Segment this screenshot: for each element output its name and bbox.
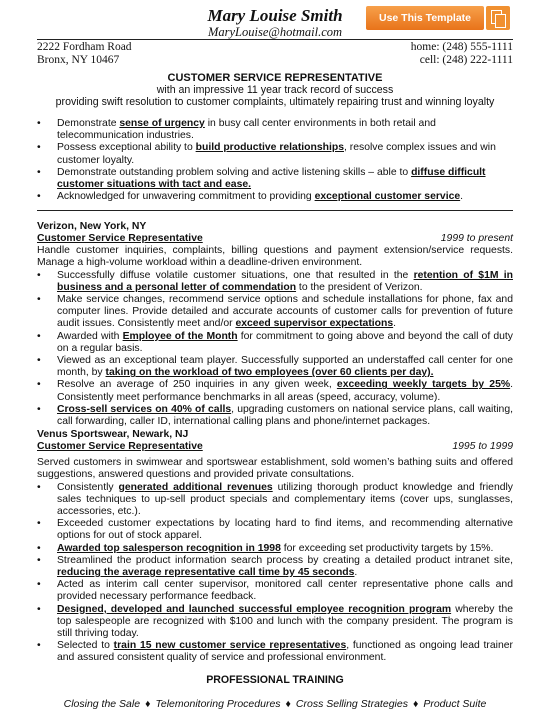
training-item: Closing the Sale — [63, 698, 141, 710]
bullet-text: Resolve an average of 250 inquiries in any given week, — [57, 379, 337, 391]
candidate-email: MaryLouise@hotmail.com — [207, 25, 343, 39]
bullet-text: Demonstrate outstanding problem solving and active listening skills – able to — [57, 166, 412, 178]
bullet-text: , upgrading customers on national service plans, call waiting, call forwarding, caller ID, international calling plans and phone/internet packages. — [57, 403, 513, 428]
objective-title: CUSTOMER SERVICE REPRESENTATIVE — [167, 72, 383, 84]
highlighted-achievement: reducing the average representative call time by 45 seconds — [57, 567, 355, 579]
training-list — [0, 698, 550, 710]
job-role — [37, 441, 513, 453]
job-verizon — [37, 221, 513, 428]
summary-list — [37, 118, 513, 203]
address-line-1: 2222 Fordham Road — [37, 41, 132, 53]
bullet-text: . — [460, 191, 464, 203]
bullet-text: Possess exceptional ability to — [57, 142, 196, 154]
highlighted-achievement: sense of urgency — [119, 118, 205, 129]
bullet-text: Make service changes, recommend service options and schedule installations for phone, fax and computer lines. Provide detailed and accurate accounts of customer calls for prevention of future audit issues. Consistently meet and/or — [57, 294, 513, 330]
bullet-item — [37, 640, 513, 664]
highlighted-achievement: exceed supervisor expectations — [235, 318, 394, 330]
bullet-text: Viewed as an exceptional team player. Successfully supported an understaffed call center for one month, by — [57, 355, 513, 379]
diamond-separator-icon: ♦ — [145, 698, 151, 710]
bullet-item — [37, 604, 513, 641]
bullet-text: Demonstrate — [57, 118, 120, 129]
bullet-item — [37, 555, 513, 579]
job-role — [37, 233, 513, 245]
job-venus — [37, 429, 513, 665]
bullet-item — [37, 270, 513, 294]
candidate-name: Mary Louise Smith — [207, 6, 343, 25]
employer: Verizon, New York, NY — [37, 221, 147, 232]
training-title: PROFESSIONAL TRAINING — [206, 674, 344, 686]
phone-cell: cell: (248) 222-1111 — [419, 53, 513, 66]
bullet-text: for exceeding set productivity targets by 15%. — [280, 542, 494, 554]
bullet-text: to the president of Verizon. — [296, 281, 423, 293]
bullet-item — [37, 482, 513, 519]
highlighted-achievement: taking on the workload of two employees (over 60 clients per day). — [105, 367, 434, 379]
phone-home: home: (248) 555-1111 — [410, 41, 513, 53]
bullet-text: Consistently — [57, 481, 119, 493]
bullet-text: . — [393, 318, 397, 330]
highlighted-achievement: train 15 new customer service representatives — [113, 640, 347, 652]
job-intro: Served customers in swimwear and sportswear establishment, sold women’s bathing suits and offered suggestions, answered questions and provided private consultations. — [37, 457, 513, 481]
objective-line-1: with an impressive 11 year track record of success — [156, 84, 394, 96]
job-title: Customer Service Representative — [37, 441, 203, 453]
diamond-separator-icon: ♦ — [285, 698, 291, 710]
highlighted-achievement: Cross-sell services on 40% of calls — [57, 403, 232, 415]
bullet-text: Acknowledged for unwavering commitment to providing — [57, 191, 315, 203]
bullet-item — [37, 543, 513, 555]
highlighted-achievement: Designed, developed and launched successful employee recognition program — [57, 603, 452, 615]
highlighted-achievement: build productive relationships — [195, 142, 344, 154]
bullet-item — [37, 518, 513, 542]
training-item: Telemonitoring Procedures — [155, 698, 281, 710]
training-item: Cross Selling Strategies — [295, 698, 408, 710]
job-title: Customer Service Representative — [37, 233, 203, 245]
job-bullets — [37, 482, 513, 665]
section-divider — [37, 210, 513, 211]
bullet-text: utilizing thorough product knowledge and friendly sales techniques to up-sell product specials and complementary items (cover ups, sunglasses, accessories, etc.). — [57, 481, 514, 518]
summary-section — [37, 118, 513, 203]
job-dates: 1999 to present — [440, 233, 513, 245]
bullet-item — [37, 118, 513, 142]
bullet-text: Awarded with — [57, 330, 123, 342]
objective-section — [37, 72, 513, 108]
bullet-text: , functioned as ongoing lead trainer and assured consistent quality of service and professional environment. — [57, 640, 513, 664]
employer: Venus Sportswear, Newark, NJ — [37, 429, 189, 440]
address — [37, 41, 132, 66]
bullet-item — [37, 355, 513, 379]
bullet-item — [37, 142, 513, 166]
highlighted-achievement: exceeding weekly targets by 25% — [336, 379, 511, 391]
header-divider — [37, 39, 513, 40]
training-item: Product Suite — [423, 698, 487, 710]
bullet-text: , resolve complex issues and win customer loyalty. — [57, 142, 496, 166]
highlighted-achievement: Awarded top salesperson recognition in 1998 — [57, 542, 281, 554]
bullet-text: Successfully diffuse volatile customer situations, one that resulted in the — [57, 269, 414, 281]
job-bullets — [37, 270, 513, 429]
bullet-text: Streamlined the product information search process by creating a detailed product intranet site, — [57, 554, 513, 566]
bullet-text: in busy call center environments in both retail and telecommunication industries. — [57, 118, 436, 142]
bullet-item — [37, 404, 513, 428]
bullet-text: . Consistently meet performance benchmarks in all areas (speed, accuracy, volume). — [57, 379, 513, 403]
bullet-item — [37, 294, 513, 331]
copy-document-icon[interactable] — [486, 6, 510, 30]
use-template-button[interactable]: Use This Template — [366, 6, 484, 30]
highlighted-achievement: Employee of the Month — [122, 330, 238, 342]
highlighted-achievement: retention of $1M in business and a personal letter of commendation — [57, 269, 513, 293]
job-intro: Handle customer inquiries, complaints, billing questions and payment extension/service requests. Manage a high-volume workload within a deadline-driven environment. — [37, 245, 513, 269]
diamond-separator-icon: ♦ — [412, 698, 419, 710]
job-dates: 1995 to 1999 — [452, 441, 513, 453]
bullet-item — [37, 379, 513, 403]
bullet-item — [37, 331, 513, 355]
highlighted-achievement: diffuse difficult customer situations with tact and ease. — [57, 166, 486, 191]
bullet-text: whereby the top salespeople are recognized with $100 and lunch with the company president. The program is still thriving today. — [57, 603, 514, 640]
bullet-item — [37, 579, 513, 603]
bullet-text: Exceeded customer expectations by locating hard to find items, and recommending alternative options for out of stock apparel. — [57, 518, 513, 542]
bullet-text: Selected to — [57, 640, 114, 652]
bullet-item — [37, 191, 513, 203]
address-line-2: Bronx, NY 10467 — [37, 53, 120, 66]
bullet-text: Acted as interim call center supervisor, monitored call center representative phone calls and provided necessary performance feedback. — [57, 579, 513, 603]
bullet-text: for commitment to going above and beyond the call of duty on a regular basis. — [57, 330, 513, 354]
highlighted-achievement: generated additional revenues — [118, 481, 273, 493]
highlighted-achievement: exceptional customer service — [314, 191, 461, 203]
bullet-text: . — [354, 567, 358, 579]
phone-numbers — [411, 41, 513, 66]
objective-line-2: providing swift resolution to customer complaints, ultimately repairing trust and winning loyalty — [55, 96, 495, 108]
bullet-item — [37, 167, 513, 191]
